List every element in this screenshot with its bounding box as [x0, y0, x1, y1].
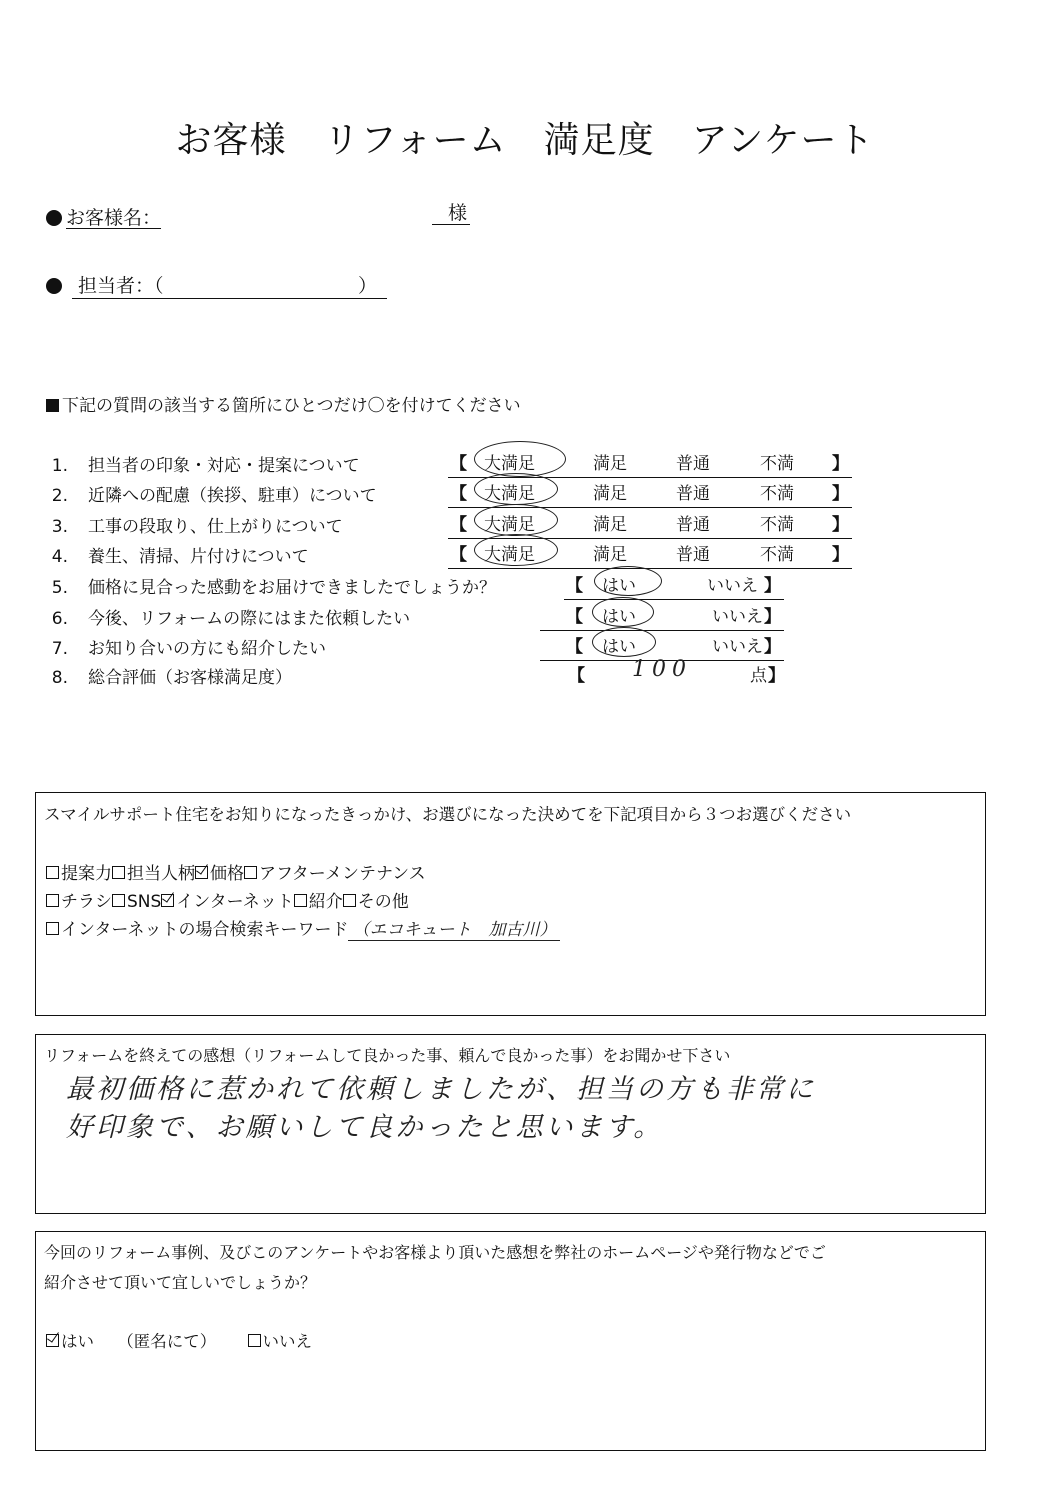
checkbox-label: チラシ [61, 892, 112, 912]
question-number: 3. [51, 517, 68, 537]
checkbox-sns[interactable] [112, 894, 125, 907]
question-2 [46, 481, 377, 509]
checkbox-label: 提案力 [61, 864, 112, 884]
option-no[interactable]: いいえ [712, 637, 763, 657]
bracket-open: 【 [450, 454, 467, 474]
impression-line-2[interactable]: 好印象で、お願いして良かったと思います。 [66, 1112, 664, 1143]
impression-line-1[interactable]: 最初価格に惹かれて依頼しましたが、担当の方も非常に [66, 1074, 816, 1105]
option-dissatisfied[interactable]: 不満 [760, 545, 794, 565]
checkbox-label: アフターメンテナンス [259, 864, 426, 884]
source-section [35, 792, 986, 1016]
question-text: 工事の段取り、仕上がりについて [88, 517, 343, 537]
impression-header: リフォームを終えての感想（リフォームして良かった事、頼んで良かった事）をお聞かせ下さい [44, 1046, 731, 1065]
selection-circle [474, 473, 558, 505]
score-value[interactable]: 100 [632, 657, 692, 682]
bracket-close: 】 [764, 607, 781, 627]
customer-name-field [46, 203, 161, 230]
question-1 [46, 451, 360, 479]
source-header: スマイルサポート住宅をお知りになったきっかけ、お選びになった決めてを下記項目から３つお選びください [44, 805, 852, 824]
source-options-row-1 [46, 859, 426, 884]
question-6 [46, 604, 410, 632]
option-normal[interactable]: 普通 [676, 515, 710, 535]
checkbox-flyer[interactable] [46, 894, 59, 907]
option-yes[interactable]: はい [602, 607, 636, 627]
checkbox-other[interactable] [343, 894, 356, 907]
checkbox-label: SNS [127, 892, 162, 912]
keyword-row [46, 915, 560, 941]
bracket-open: 【 [566, 637, 583, 657]
impression-section [35, 1034, 986, 1214]
instruction [46, 391, 521, 416]
consent-no-label: いいえ [262, 1332, 312, 1351]
option-very-satisfied[interactable]: 大満足 [484, 454, 535, 474]
bracket-open: 【 [568, 666, 585, 686]
question-number: 2. [51, 486, 68, 506]
checkbox-after-maintenance[interactable] [244, 866, 257, 879]
option-normal[interactable]: 普通 [676, 484, 710, 504]
staff-underline [72, 271, 387, 299]
question-number: 5. [51, 578, 68, 598]
consent-line-2: 紹介させて頂いて宜しいでしょうか？ [44, 1273, 317, 1292]
selection-circle [592, 597, 654, 627]
question-number: 6. [51, 609, 68, 629]
checkbox-label: 紹介 [308, 892, 343, 912]
question-4 [46, 542, 309, 570]
bracket-open: 【 [566, 576, 583, 596]
checkbox-price[interactable] [195, 866, 208, 879]
score-unit: 点 [750, 666, 767, 686]
question-number: 7. [51, 639, 68, 659]
selection-circle [474, 534, 558, 566]
customer-name-label: お客様名： [66, 207, 162, 229]
checkbox-consent-no[interactable] [248, 1334, 261, 1347]
customer-honorific: 様 [448, 202, 468, 224]
option-very-satisfied[interactable]: 大満足 [484, 484, 535, 504]
option-dissatisfied[interactable]: 不満 [760, 454, 794, 474]
option-yes[interactable]: はい [602, 637, 636, 657]
checkbox-label: その他 [357, 892, 409, 912]
bracket-close: 】 [832, 515, 849, 535]
option-satisfied[interactable]: 満足 [593, 545, 627, 565]
square-bullet-icon [46, 399, 59, 412]
bracket-open: 【 [450, 515, 467, 535]
option-normal[interactable]: 普通 [676, 545, 710, 565]
selection-circle [474, 504, 558, 536]
bracket-close: 】 [764, 576, 781, 596]
checkbox-keyword[interactable] [46, 922, 59, 935]
answer-options-6 [540, 602, 784, 631]
option-very-satisfied[interactable]: 大満足 [484, 545, 535, 565]
checkbox-consent-yes[interactable] [46, 1334, 59, 1347]
checkbox-staff-personality[interactable] [112, 866, 125, 879]
staff-label: 担当者：（ [78, 275, 164, 297]
question-3 [46, 512, 343, 540]
checkbox-proposal[interactable] [46, 866, 59, 879]
source-options-row-2 [46, 887, 409, 912]
bracket-close: 】 [832, 454, 849, 474]
bullet-icon [46, 278, 62, 294]
checkbox-label: 価格 [210, 864, 244, 884]
question-text: お知り合いの方にも紹介したい [88, 639, 326, 659]
option-no[interactable]: いいえ [712, 607, 763, 627]
keyword-label: インターネットの場合検索キーワード [61, 920, 349, 940]
bracket-close: 】 [832, 545, 849, 565]
page-title: お客様 リフォーム 満足度 アンケート [175, 120, 875, 161]
staff-field [46, 271, 387, 299]
bracket-open: 【 [450, 484, 467, 504]
option-very-satisfied[interactable]: 大満足 [484, 515, 535, 535]
question-7 [46, 634, 326, 662]
question-number: 4. [51, 547, 68, 567]
option-satisfied[interactable]: 満足 [593, 484, 627, 504]
question-5 [46, 573, 496, 601]
question-8 [46, 663, 292, 691]
question-text: 価格に見合った感動をお届けできましたでしょうか？ [88, 578, 496, 598]
checkbox-internet[interactable] [161, 894, 174, 907]
selection-circle [474, 441, 566, 477]
keyword-value[interactable]: （エコキュート 加古川） [348, 915, 560, 941]
consent-yes-label: はい [61, 1332, 94, 1351]
consent-options [46, 1328, 312, 1352]
question-text: 今後、リフォームの際にはまた依頼したい [88, 609, 411, 629]
instruction-text: 下記の質問の該当する箇所にひとつだけ〇を付けてください [62, 396, 521, 416]
option-normal[interactable]: 普通 [676, 454, 710, 474]
selection-circle [592, 627, 656, 657]
consent-anonymous-label: （匿名にて） [117, 1332, 217, 1351]
consent-section [35, 1231, 986, 1451]
customer-honorific-line [432, 198, 470, 225]
bracket-close: 】 [764, 637, 781, 657]
checkbox-label: インターネット [176, 892, 294, 912]
question-text: 養生、清掃、片付けについて [88, 547, 309, 567]
staff-close: ） [358, 275, 378, 297]
option-dissatisfied[interactable]: 不満 [760, 484, 794, 504]
option-dissatisfied[interactable]: 不満 [760, 515, 794, 535]
bracket-open: 【 [566, 607, 583, 627]
question-text: 近隣への配慮（挨拶、駐車）について [88, 486, 377, 506]
score-field [568, 657, 788, 689]
option-satisfied[interactable]: 満足 [593, 515, 627, 535]
option-satisfied[interactable]: 満足 [593, 454, 627, 474]
consent-line-1: 今回のリフォーム事例、及びこのアンケートやお客様より頂いた感想を弊社のホームページや発行物などでご [44, 1243, 826, 1262]
question-text: 担当者の印象・対応・提案について [88, 456, 360, 476]
bracket-open: 【 [450, 545, 467, 565]
bracket-close: 】 [832, 484, 849, 504]
bullet-icon [46, 210, 62, 226]
selection-circle [594, 566, 662, 596]
checkbox-label: 担当人柄 [127, 864, 195, 884]
option-yes[interactable]: はい [602, 576, 636, 596]
question-number: 8. [51, 668, 68, 688]
checkbox-referral[interactable] [294, 894, 307, 907]
option-no[interactable]: いいえ [707, 576, 758, 596]
question-number: 1. [51, 456, 68, 476]
question-text: 総合評価（お客様満足度） [88, 668, 292, 688]
bracket-close: 】 [768, 666, 785, 686]
